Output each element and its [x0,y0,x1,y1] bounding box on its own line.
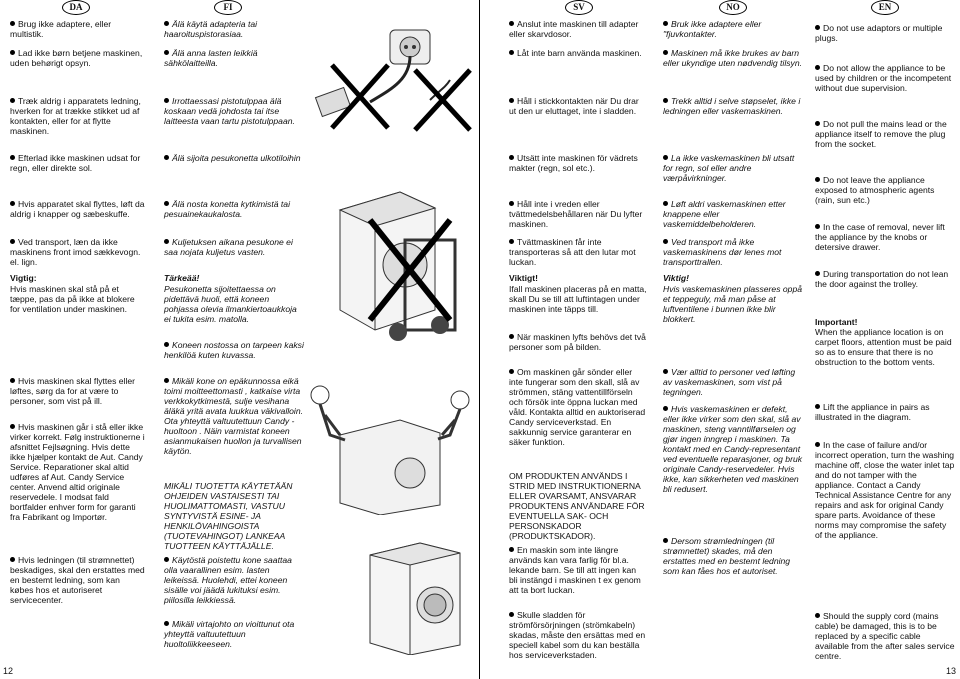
bullet-icon [10,239,15,244]
paragraph-text: Ved transport må ikke vaskemaskinens dør lenes mot transporttrallen. [663,237,782,267]
bullet-icon [663,369,668,374]
paragraph-text: Dersom strømledningen (til strømnettet) skades, må den erstattes med en bestemt ledning som kan fåes hos et autoriset. [663,536,791,576]
paragraph-text: Käytöstä poistettu kone saattaa olla vaarallinen esim. lasten leikeissä. Huolehdi, ettei koneen sisälle voi jäädä lukituksi esim. piilosilla leikkiessä. [164,555,292,605]
paragraph-fi [164,199,304,219]
paragraph-text: Brug ikke adaptere, eller multistik. [10,19,112,39]
paragraph-fi [164,237,304,257]
bullet-icon [164,342,169,347]
lang-header-no: NO [719,0,747,15]
bullet-icon [164,201,169,206]
page-number-right: 13 [945,666,956,676]
bullet-icon [509,155,514,160]
paragraph-fi [164,340,304,360]
paragraph-text: Irrottaessasi pistotulppaa älä koskaan vedä johdosta tai itse laitteesta vaan tartu pistotulppaan. [164,96,295,126]
paragraph-text: Viktigt! [509,273,538,283]
paragraph-sv [509,153,647,173]
bullet-icon [164,239,169,244]
bullet-icon [815,177,820,182]
paragraph-text: Important! [815,317,858,327]
bullet-icon [164,557,169,562]
paragraph-no [663,96,803,116]
bullet-icon [10,378,15,383]
paragraph-text: Hvis vaskemaskinen er defekt, eller ikke virker som den skal, slå av maskinen, steng vanntilførselen og gjør ingen inngrep i maskinen. Ta kontakt med en Candy-representant ved eventuelle reparasjoner, og bruk originale Candy-reservedeler. Hvis ikke, kan sikkerheten ved maskinen bli redusert. [663,404,803,494]
bullet-icon [663,98,668,103]
paragraph-fi [164,19,304,39]
paragraph-text: Vær alltid to personer ved løfting av vaskemaskinen, som vist på tegningen. [663,367,796,397]
paragraph-da [10,284,145,314]
bullet-icon [509,612,514,617]
paragraph-text: Bruk ikke adaptere eller "fjuvkontakter. [663,19,762,39]
paragraph-text: Håll inte i vreden eller tvättmedelsbehållaren när Du lyfter maskinen. [509,199,643,229]
paragraph-no [663,367,803,397]
paragraph-text: Mikäli virtajohto on vioittunut ota yhteyttä valtuutettuun huoltoliikkeeseen. [164,619,295,649]
paragraph-text: Anslut inte maskinen till adapter eller skarvdosor. [509,19,639,39]
paragraph-fi [164,555,304,605]
paragraph-no [663,536,803,576]
paragraph-text: Do not allow the appliance to be used by children or the incompetent without due supervision. [815,63,952,93]
paragraph-fi [164,376,304,456]
lang-header-en: EN [871,0,899,15]
paragraph-text: When the appliance location is on carpet floors, attention must be paid so as to ensure that there is no obstruction to the bottom vents. [815,327,952,367]
paragraph-sv [509,471,647,541]
paragraph-text: Skulle sladden för strömförsörjningen (strömkabeln) skadas, måste den ersättas med en speciell kabel som du kan beställa hos serviceverkstaden. [509,610,646,660]
bullet-icon [164,621,169,626]
paragraph-text: Hvis maskinen går i stå eller ikke virker korrekt. Følg instruktionerne i afsnittet Fejlsøgning. Hvis dette ikke hjælper kontakt de Aut. Candy Service. Reparationer skal altid udføres af Aut. Candy Service center. Anvend altid originale reservedele. I modsat fald bortfalder enhver form for garanti fra Fabrikant og Importør. [10,422,145,522]
bullet-icon [663,21,668,26]
paragraph-en [815,63,955,93]
paragraph-text: Älä anna lasten leikkiä sähkölaitteilla. [164,48,258,68]
bullet-icon [815,442,820,447]
paragraph-text: Tvättmaskinen får inte transporteras så att den lutar mot luckan. [509,237,636,267]
trolley-illustration [320,170,470,350]
paragraph-text: Hvis maskinen skal flyttes eller løftes, sørg da for at være to personer, som vist på ill. [10,376,136,406]
bullet-icon [663,50,668,55]
paragraph-text: Lift the appliance in pairs as illustrated in the diagram. [815,402,930,422]
paragraph-text: During transportation do not lean the door against the trolley. [815,269,949,289]
paragraph-text: Do not leave the appliance exposed to atmospheric agents (rain, sun etc.) [815,175,935,205]
paragraph-text: Pesukonetta sijoitettaessa on pidettävä huoli, että koneen pohjassa olevia ilmankiertoaukkoja ei tukita esim. matolla. [164,284,297,324]
paragraph-text: Should the supply cord (mains cable) be damaged, this is to be replaced by a specific cable available from the after sales service centre. [815,611,955,661]
paragraph-da [10,96,145,136]
paragraph-no [663,48,803,68]
paragraph-en [815,611,955,661]
paragraph-fi [164,481,304,551]
paragraph-text: Utsätt inte maskinen för vädrets makter (regn, sol etc.). [509,153,638,173]
bullet-icon [509,547,514,552]
bullet-icon [10,98,15,103]
paragraph-text: Vigtig: [10,273,37,283]
paragraph-no [663,153,803,183]
paragraph-text: Håll i stickkontakten när Du drar ut den ur eluttaget, inte i sladden. [509,96,639,116]
paragraph-text: När maskinen lyfts behövs det två personer som på bilden. [509,332,646,352]
paragraph-da [10,273,145,283]
paragraph-da [10,48,145,68]
bullet-icon [10,21,15,26]
bullet-icon [10,155,15,160]
paragraph-text: Älä nosta konetta kytkimistä tai pesuainekaukalosta. [164,199,290,219]
paragraph-sv [509,610,647,660]
bullet-icon [509,21,514,26]
lang-header-da: DA [62,0,90,15]
paragraph-text: OM PRODUKTEN ANVÄNDS I STRID MED INSTRUKTIONERNA ELLER OVARSAMT, ANSVARAR PRODUKTENS ANVÄNDARE FÖR EVENTUELLA SAK- OCH PERSONSKADOR (PRODUKTSKADOR). [509,471,645,541]
paragraph-text: Lad ikke børn betjene maskinen, uden behørigt opsyn. [10,48,143,68]
bullet-icon [815,271,820,276]
paragraph-fi [164,273,304,283]
paragraph-en [815,327,955,367]
paragraph-sv [509,284,647,314]
page-number-left: 12 [3,666,14,676]
paragraph-da [10,555,145,605]
paragraph-text: Hvis maskinen skal stå på et tæppe, pas da på ikke at blokere for ventilation under maskinen. [10,284,135,314]
paragraph-en [815,23,955,43]
paragraph-en [815,175,955,205]
paragraph-en [815,317,955,327]
bullet-icon [815,224,820,229]
paragraph-text: Do not pull the mains lead or the appliance itself to remove the plug from the socket. [815,119,947,149]
paragraph-sv [509,199,647,229]
paragraph-text: Älä käytä adapteria tai haaroituspistorasiaa. [164,19,258,39]
paragraph-text: Hvis ledningen (til strømnettet) beskadiges, skal den erstattes med en bestemt ledning, som kan købes hos et autoriseret servicecenter. [10,555,145,605]
paragraph-sv [509,19,647,39]
paragraph-text: Efterlad ikke maskinen udsat for regn, eller direkte sol. [10,153,141,173]
paragraph-en [815,402,955,422]
paragraph-text: En maskin som inte längre används kan vara farlig för bl.a. lekande barn. Se till att ingen kan bli instängd i maskinen t ex genom att ta bort luckan. [509,545,641,595]
paragraph-text: Låt inte barn använda maskinen. [517,48,642,58]
paragraph-en [815,440,955,540]
bullet-icon [164,155,169,160]
bullet-icon [509,369,514,374]
paragraph-text: Mikäli kone on epäkunnossa eikä toimi moitteettomasti , katkaise virta verkkokytkimestä, sulje vesihana äläkä yritä avata luukkua väkivalloin. Ota yhteyttä valtuutettuun Candy - huoltoon . Näin varmistat koneen asianmukaisen huollon ja turvallisen käytön. [164,376,304,456]
paragraph-no [663,284,803,324]
paragraph-text: Træk aldrig i apparatets ledning, hverken for at trække stikket ud af kontakten, eller for at flytte maskinen. [10,96,141,136]
paragraph-no [663,273,803,283]
paragraph-da [10,153,145,173]
paragraph-sv [509,237,647,267]
paragraph-no [663,19,803,39]
paragraph-sv [509,96,647,116]
paragraph-text: Koneen nostossa on tarpeen kaksi henkilöä kuten kuvassa. [164,340,304,360]
paragraph-text: Kuljetuksen aikana pesukone ei saa nojata kuljetus vasten. [164,237,293,257]
paragraph-fi [164,48,304,68]
paragraph-text: In the case of failure and/or incorrect operation, turn the washing machine off, close the water inlet tap and do not tamper with the appliance. Contact a Candy Technical Assistance Centre for any repairs and ask for original Candy spare parts. Avoidance of these norms may compromise the safety of the appliance. [815,440,955,540]
paragraph-text: In the case of removal, never lift the appliance by the knobs or detersive drawer. [815,222,945,252]
paragraph-text: MIKÄLI TUOTETTA KÄYTETÄÄN OHJEIDEN VASTAISESTI TAI HUOLIMATTOMASTI, VASTUU SYNTYVISTÄ ESINE- JA HENKILÖVAHINGOISTA (TUOTEVAHINGOT) LANKEAA TUOTTEEN KÄYTTÄJÄLLE. [164,481,293,551]
bullet-icon [815,121,820,126]
paragraph-text: Løft aldri vaskemaskinen etter knappene eller vaskemiddelbeholderen. [663,199,786,229]
lang-header-fi: FI [214,0,242,15]
paragraph-da [10,199,145,219]
bullet-icon [509,334,514,339]
paragraph-sv [509,48,647,58]
paragraph-text: Do not use adaptors or multiple plugs. [815,23,943,43]
paragraph-da [10,19,145,39]
paragraph-text: Hvis apparatet skal flyttes, løft da aldrig i knapper og sæbeskuffe. [10,199,145,219]
paragraph-text: Ifall maskinen placeras på en matta, skall Du se till att luftintagen under maskinen inte täpps till. [509,284,647,314]
paragraph-fi [164,284,304,324]
bullet-icon [509,201,514,206]
bullet-icon [164,98,169,103]
bullet-icon [815,613,820,618]
paragraph-da [10,376,145,406]
lifting-illustration [300,365,475,515]
bullet-icon [815,65,820,70]
paragraph-en [815,222,955,252]
bullet-icon [663,406,668,411]
paragraph-da [10,422,145,522]
paragraph-text: Hvis vaskemaskinen plasseres oppå et teppeguly, må man påse at luftventilene i bunnen ikke blir blokkert. [663,284,802,324]
paragraph-text: Om maskinen går sönder eller inte fungerar som den skall, slå av strömmen, stäng vattentillförseln och försök inte öppna luckan med våld. Kontakta alltid en auktoriserad Candy serviceverkstad. En sakkunnig service garanterar en säker funktion. [509,367,646,447]
bullet-icon [164,50,169,55]
paragraph-sv [509,545,647,595]
no-adaptor-illustration [310,10,480,135]
paragraph-da [10,237,145,267]
bullet-icon [509,98,514,103]
bullet-icon [509,239,514,244]
bullet-icon [10,201,15,206]
bullet-icon [509,50,514,55]
bullet-icon [663,201,668,206]
paragraph-text: Viktig! [663,273,689,283]
bullet-icon [815,25,820,30]
paragraph-fi [164,96,304,126]
bullet-icon [10,424,15,429]
bullet-icon [164,21,169,26]
washing-machine-illustration [360,535,470,655]
bullet-icon [10,557,15,562]
paragraph-text: Ved transport, læn da ikke maskinens front imod sækkevogn. el. lign. [10,237,141,267]
paragraph-sv [509,367,647,447]
bullet-icon [815,404,820,409]
paragraph-sv [509,273,647,283]
paragraph-en [815,269,955,289]
paragraph-text: La ikke vaskemaskinen bli utsatt for regn, sol eller andre værpåvirkninger. [663,153,795,183]
paragraph-sv [509,332,647,352]
bullet-icon [663,239,668,244]
bullet-icon [663,155,668,160]
bullet-icon [164,378,169,383]
paragraph-no [663,237,803,267]
lang-header-sv: SV [565,0,593,15]
bullet-icon [663,538,668,543]
paragraph-text: Trekk alltid i selve støpselet, ikke i ledningen eller vaskemaskinen. [663,96,801,116]
paragraph-fi [164,619,304,649]
paragraph-text: Tärkeää! [164,273,200,283]
paragraph-fi [164,153,304,163]
paragraph-text: Maskinen må ikke brukes av barn eller ukyndige uten nødvendig tilsyn. [663,48,803,68]
bullet-icon [10,50,15,55]
paragraph-no [663,404,803,494]
paragraph-text: Älä sijoita pesukonetta ulkotiloihin [172,153,301,163]
paragraph-en [815,119,955,149]
paragraph-no [663,199,803,229]
